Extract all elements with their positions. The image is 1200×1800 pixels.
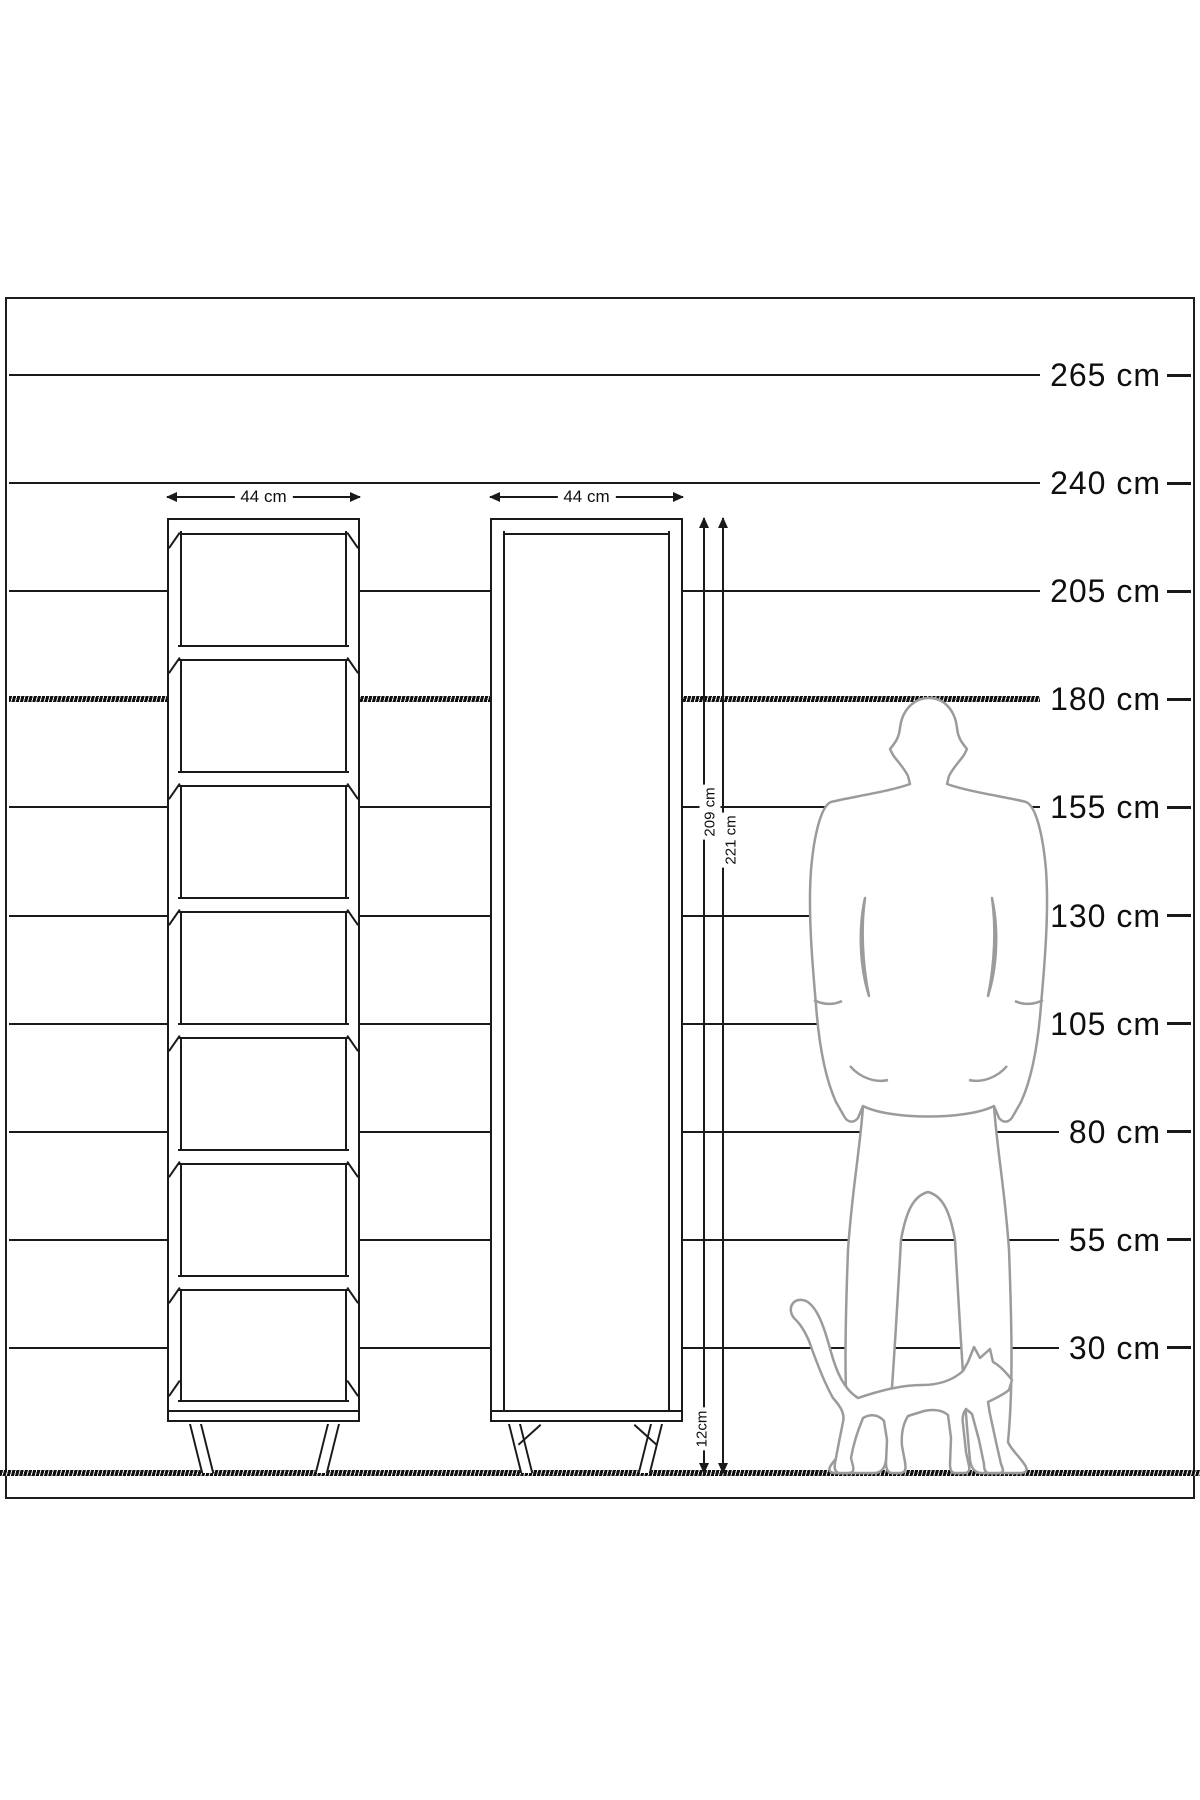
ruler-label: 180 cm <box>1050 681 1161 718</box>
arrow-down-icon <box>699 1463 709 1474</box>
ruler-label: 265 cm <box>1050 357 1161 393</box>
ruler-label: 205 cm <box>1050 573 1161 610</box>
arrow-down-icon <box>718 1463 728 1474</box>
width-dimension-label: 44 cm <box>557 487 615 507</box>
total-height-label: 221 cm <box>721 812 742 867</box>
shelf <box>178 897 349 913</box>
body-height-label: 209 cm <box>700 784 721 839</box>
ruler-label: 105 cm <box>1050 1005 1161 1042</box>
ruler-line <box>9 374 1040 376</box>
arrow-up-icon <box>699 517 709 528</box>
height-dimension-221 <box>722 518 724 1473</box>
shelf <box>178 771 349 787</box>
ruler-end-tick <box>1167 374 1191 377</box>
ruler-label: 80 cm <box>1068 1113 1161 1150</box>
ruler-row-265-cm <box>9 353 1191 397</box>
shelf <box>178 1023 349 1039</box>
ruler-end-tick <box>1167 1022 1191 1025</box>
arrow-left-icon <box>489 492 500 502</box>
cat-silhouette <box>775 1290 1025 1480</box>
ruler-label: 55 cm <box>1068 1221 1161 1258</box>
ruler-label: 155 cm <box>1050 789 1161 826</box>
width-dimension-left-cabinet <box>167 487 360 506</box>
ruler-end-tick <box>1167 698 1191 701</box>
cabinet-with-door <box>490 518 683 1422</box>
shelf <box>178 1275 349 1291</box>
arrow-left-icon <box>166 492 177 502</box>
cabinet-base-rail <box>490 1410 683 1422</box>
ruler-end-tick <box>1167 806 1191 809</box>
ruler-label: 30 cm <box>1068 1329 1161 1366</box>
cabinet-left-wall <box>490 531 505 1414</box>
cabinet-open-shelf <box>167 518 360 1422</box>
ruler-label: 240 cm <box>1050 465 1161 502</box>
arrow-right-icon <box>350 492 361 502</box>
ruler-end-tick <box>1167 1346 1191 1349</box>
cabinet-top-panel <box>490 518 683 535</box>
leg-height-label: 12cm <box>692 1408 713 1451</box>
ruler-line <box>9 482 1040 484</box>
shelf <box>178 645 349 661</box>
cabinet-top-panel <box>167 518 360 535</box>
ruler-end-tick <box>1167 590 1191 593</box>
arrow-right-icon <box>673 492 684 502</box>
ruler-end-tick <box>1167 482 1191 485</box>
cabinet-base-rail <box>167 1410 360 1422</box>
ruler-end-tick <box>1167 1130 1191 1133</box>
ruler-end-tick <box>1167 1238 1191 1241</box>
cabinet-right-wall <box>668 531 683 1414</box>
width-dimension-label: 44 cm <box>234 487 292 507</box>
shelf <box>178 1149 349 1165</box>
width-dimension-right-cabinet <box>490 487 683 506</box>
ruler-end-tick <box>1167 914 1191 917</box>
ruler-label: 130 cm <box>1050 897 1161 934</box>
height-dimension-209 <box>703 518 705 1473</box>
arrow-up-icon <box>718 517 728 528</box>
